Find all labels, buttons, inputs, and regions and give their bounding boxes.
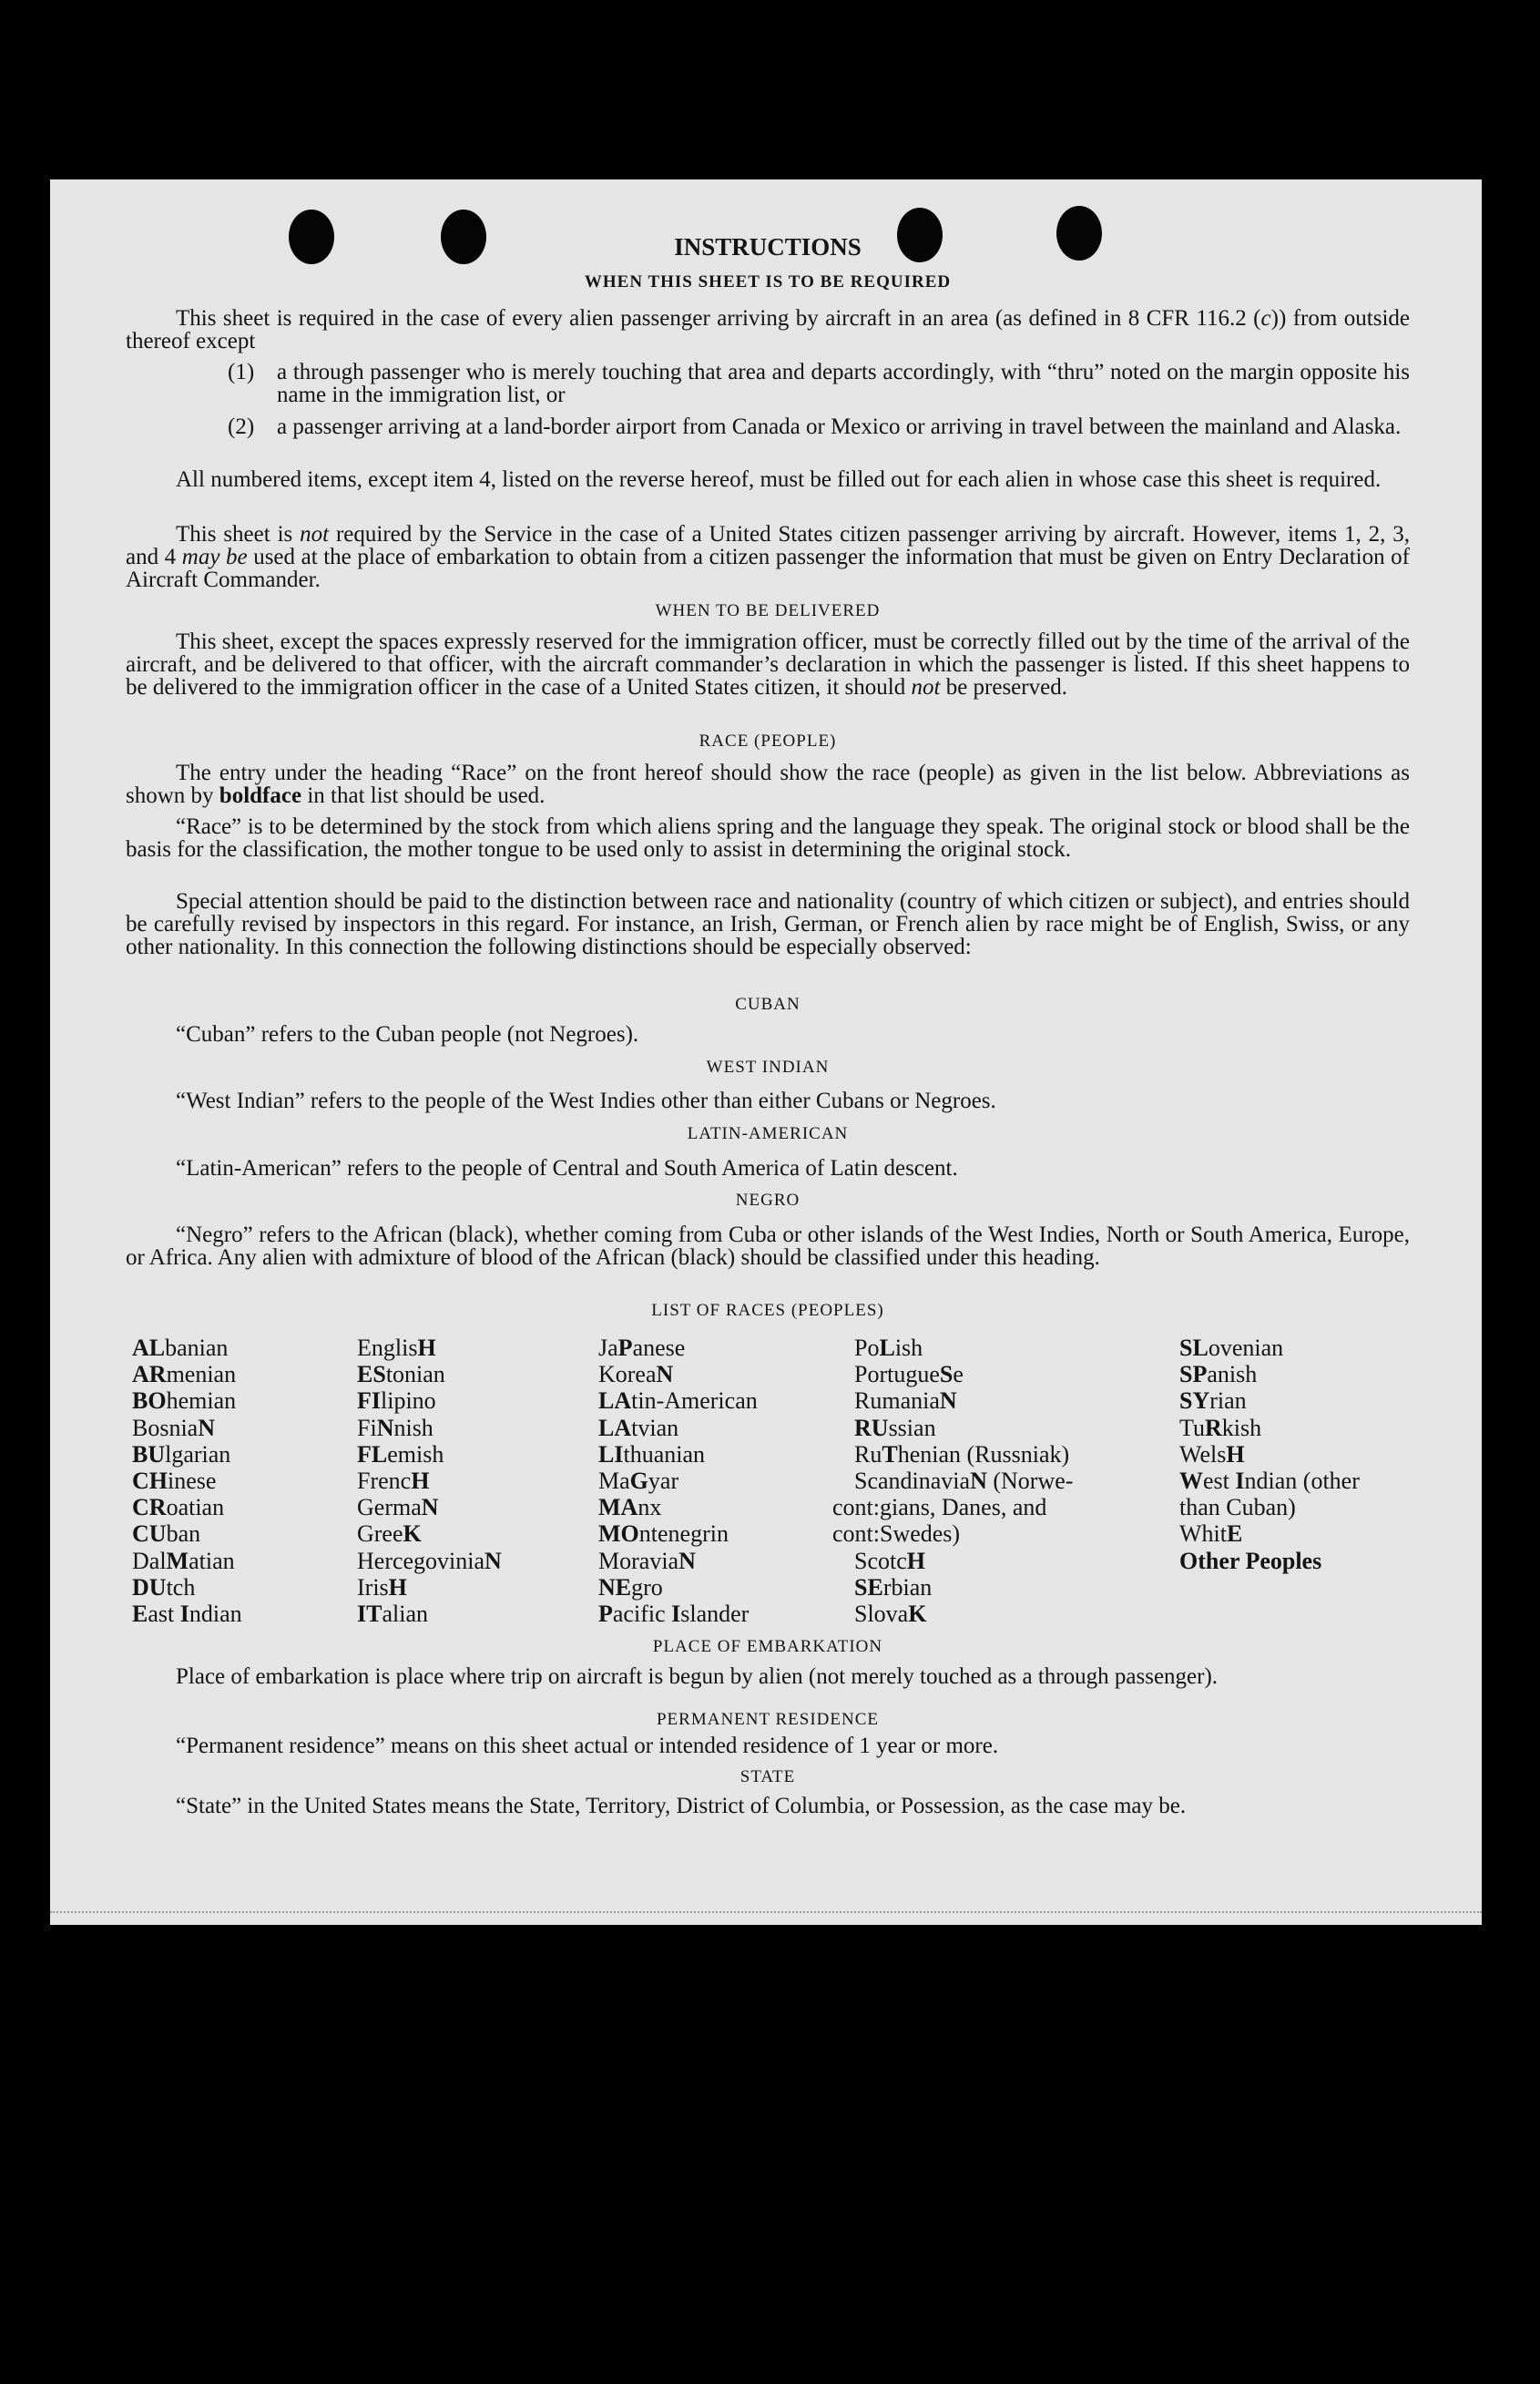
list-item <box>228 361 1410 406</box>
race-entry <box>132 1335 242 1361</box>
abbreviation-letters: MA <box>598 1494 638 1521</box>
abbreviation-letters: N <box>970 1468 987 1495</box>
abbreviation-letters: DU <box>132 1573 167 1601</box>
text-run: “West Indian” refers to the people of the West Indies other than either Cubans or Negroes. <box>176 1089 996 1113</box>
race-name-text: e <box>953 1361 964 1388</box>
text-run: This sheet, except the spaces expressly reserved for the immigration officer, must be correctly filled out by the time of the arrival of the aircraft, and be delivered to that officer, with the aircraft commander’s declaration in which the passenger is listed. If this sheet happens to be delivered to the immigration officer in the case of a United States citizen, it should <box>126 629 1410 700</box>
race-name-text: than Cuban) <box>1179 1494 1296 1521</box>
abbreviation-letters: FL <box>357 1440 388 1468</box>
race-entry <box>854 1335 1118 1361</box>
race-name-text: Iris <box>357 1573 389 1601</box>
race-name-text: ast <box>148 1601 180 1628</box>
abbreviation-letters: L <box>879 1335 895 1361</box>
race-entry <box>1179 1441 1412 1468</box>
abbreviation-letters: N <box>656 1361 674 1388</box>
abbreviation-letters: IT <box>357 1601 382 1628</box>
race-name-text: Portugue <box>854 1361 940 1388</box>
race-entry <box>357 1601 502 1627</box>
race-entry <box>598 1574 758 1601</box>
race-name-text: Scotc <box>854 1547 907 1574</box>
text-run: All numbered items, except item 4, listed on the reverse hereof, must be filled out for each alien in whose case this sheet is required. <box>176 467 1382 492</box>
race-entry-continuation-text: cont:gians, Danes, and <box>832 1494 1047 1521</box>
race-entry <box>598 1468 758 1494</box>
abbreviation-letters: LI <box>598 1440 624 1468</box>
item-number: (1) <box>228 360 255 384</box>
race-name-text: Gree <box>357 1520 403 1548</box>
race-name-text: ndian <box>189 1601 242 1628</box>
race-name-text: Dal <box>132 1547 167 1574</box>
race-entry <box>132 1494 242 1520</box>
race-name-text: banian <box>165 1335 229 1361</box>
abbreviation-letters: SP <box>1179 1361 1208 1388</box>
heading-state: STATE <box>739 1767 796 1786</box>
race-entry <box>132 1415 242 1441</box>
races-column <box>357 1335 502 1627</box>
abbreviation-letters: R <box>1204 1414 1222 1441</box>
race-name-text: Frenc <box>357 1468 412 1495</box>
race-entry <box>357 1548 502 1574</box>
race-name-text: kish <box>1221 1414 1262 1441</box>
text-run: )) from outside thereof except <box>126 306 1410 353</box>
race-name-text: oatian <box>166 1494 225 1521</box>
item-text <box>277 415 1410 438</box>
race-entry <box>132 1601 242 1627</box>
race-entry <box>132 1441 242 1468</box>
race-name-text: inese <box>168 1468 217 1495</box>
italic-text: not <box>300 522 330 547</box>
race-name-text: henian (Russniak) <box>897 1440 1070 1468</box>
abbreviation-letters: P <box>598 1601 613 1628</box>
race-entry <box>854 1441 1118 1468</box>
race-name-text: Whit <box>1179 1520 1227 1548</box>
list-item <box>228 415 1410 438</box>
heading-negro: NEGRO <box>735 1191 801 1210</box>
paragraph <box>126 307 1410 353</box>
race-name-text: tch <box>166 1573 196 1601</box>
race-name-text: gro <box>631 1573 663 1601</box>
heading-embarkation: PLACE OF EMBARKATION <box>652 1637 883 1656</box>
abbreviation-letters: K <box>403 1520 422 1548</box>
paragraph <box>126 1665 1410 1688</box>
heading-latin-american: LATIN-AMERICAN <box>687 1124 849 1143</box>
race-name-text: atian <box>189 1547 235 1574</box>
race-name-text: lipino <box>381 1387 436 1415</box>
text-run: a through passenger who is merely touching that area and departs accordingly, with “thru” noted on the margin opposite his name in the immigration list, or <box>277 360 1410 407</box>
race-entry <box>854 1548 1118 1574</box>
paragraph <box>126 630 1410 699</box>
heading-west-indian: WEST INDIAN <box>706 1058 830 1077</box>
race-name-text: slander <box>680 1601 750 1628</box>
race-name-text: Ru <box>854 1440 882 1468</box>
race-name-text: Moravia <box>598 1547 679 1574</box>
race-entry <box>132 1548 242 1574</box>
paragraph <box>126 1157 1410 1180</box>
race-name-text: (Norwe- <box>986 1468 1074 1495</box>
race-entry <box>132 1387 242 1414</box>
document-page <box>50 179 1482 1925</box>
text-run: “Latin-American” refers to the people of Central and South America of Latin descent. <box>176 1156 958 1181</box>
abbreviation-letters: E <box>132 1601 148 1628</box>
text-run: be preserved. <box>940 675 1067 700</box>
races-column <box>832 1335 1118 1628</box>
race-entry <box>598 1520 758 1547</box>
race-name-text: Bosnia <box>132 1414 199 1441</box>
abbreviation-letters: M <box>166 1547 189 1574</box>
text-run: used at the place of embarkation to obtain from a citizen passenger the information that must be given on Entry Declaration of Aircraft Commander. <box>126 545 1410 592</box>
race-name-text: Hercegovinia <box>357 1547 485 1574</box>
race-entry <box>357 1387 502 1414</box>
race-name-text: thuanian <box>623 1440 705 1468</box>
paragraph <box>126 1090 1410 1112</box>
race-name-text: ish <box>894 1335 923 1361</box>
abbreviation-letters: CR <box>132 1494 167 1521</box>
race-entry <box>854 1361 1118 1387</box>
race-entry-continuation <box>832 1494 1118 1521</box>
race-entry <box>854 1601 1118 1627</box>
race-entry <box>1179 1494 1412 1520</box>
race-entry <box>132 1361 242 1387</box>
abbreviation-letters: I <box>671 1601 681 1628</box>
abbreviation-letters: N <box>939 1387 957 1415</box>
race-name-text: ban <box>166 1520 201 1548</box>
race-name-text: Germa <box>357 1494 422 1521</box>
race-entry <box>132 1468 242 1494</box>
race-name-text: nx <box>637 1494 662 1521</box>
race-name-text: Fi <box>357 1414 377 1441</box>
abbreviation-letters: CU <box>132 1520 167 1548</box>
paragraph <box>126 762 1410 807</box>
heading-race: RACE (PEOPLE) <box>699 732 837 751</box>
italic-text: may be <box>181 545 248 569</box>
abbreviation-letters: N <box>421 1494 439 1521</box>
race-name-text: anese <box>632 1335 686 1361</box>
paragraph <box>126 523 1410 591</box>
abbreviation-letters: CH <box>132 1468 168 1495</box>
race-entry <box>854 1468 1118 1494</box>
abbreviation-letters: NE <box>598 1573 632 1601</box>
abbreviation-letters: G <box>629 1468 648 1495</box>
race-name-text: ssian <box>888 1414 936 1441</box>
abbreviation-letters: T <box>882 1440 898 1468</box>
race-entry <box>598 1601 758 1627</box>
race-name-text: alian <box>382 1601 428 1628</box>
abbreviation-letters: AR <box>132 1361 167 1388</box>
race-name-text: acific <box>612 1601 672 1628</box>
abbreviation-letters: SL <box>1179 1335 1209 1361</box>
race-name-text: ndian (other <box>1244 1468 1360 1495</box>
race-name-text: nish <box>393 1414 433 1441</box>
text-run: This sheet is <box>176 522 301 547</box>
abbreviation-letters: I <box>179 1601 189 1628</box>
race-entry <box>1179 1468 1412 1494</box>
race-name-text: Slova <box>854 1601 909 1628</box>
race-entry <box>598 1494 758 1520</box>
race-name-text: Tu <box>1179 1414 1205 1441</box>
race-entry <box>357 1494 502 1520</box>
text-run: “State” in the United States means the State, Territory, District of Columbia, or Possession, as the case may be. <box>176 1794 1187 1818</box>
race-name-text: tin-American <box>631 1387 758 1415</box>
abbreviation-letters: N <box>376 1414 394 1441</box>
race-name-text: Korea <box>598 1361 657 1388</box>
race-name-text: hemian <box>166 1387 237 1415</box>
abbreviation-letters: H <box>411 1468 430 1495</box>
race-name-text: anish <box>1207 1361 1258 1388</box>
race-name-text: Ja <box>598 1335 618 1361</box>
races-column <box>598 1335 758 1627</box>
abbreviation-letters: H <box>1226 1440 1245 1468</box>
race-name-text: menian <box>166 1361 237 1388</box>
abbreviation-letters: N <box>484 1547 502 1574</box>
race-name-text: emish <box>387 1440 444 1468</box>
abbreviation-letters: N <box>198 1414 216 1441</box>
race-entry <box>357 1415 502 1441</box>
abbreviation-letters: FI <box>357 1387 381 1415</box>
abbreviation-letters: H <box>906 1547 925 1574</box>
abbreviation-letters: K <box>908 1601 927 1628</box>
text-run: Place of embarkation is place where trip on aircraft is begun by alien (not merely touched as a through passenger). <box>176 1664 1219 1689</box>
text-run: This sheet is required in the case of every alien passenger arriving by aircraft in an area (as defined in 8 CFR 116.2 ( <box>176 306 1261 331</box>
page-title: INSTRUCTIONS <box>674 233 862 261</box>
race-entry <box>1179 1335 1412 1361</box>
bold-text: boldface <box>219 783 302 808</box>
abbreviation-letters: LA <box>598 1387 632 1415</box>
race-entry <box>132 1520 242 1547</box>
abbreviation-letters: P <box>617 1335 633 1361</box>
abbreviation-letters: H <box>417 1335 436 1361</box>
race-entry <box>598 1335 758 1361</box>
abbreviation-letters: W <box>1179 1468 1203 1495</box>
race-entry <box>357 1520 502 1547</box>
race-entry <box>1179 1361 1412 1387</box>
race-entry <box>357 1468 502 1494</box>
heading-list-of-races: LIST OF RACES (PEOPLES) <box>651 1301 884 1320</box>
race-name-text: Wels <box>1179 1440 1227 1468</box>
race-name-text: Scandinavia <box>854 1468 971 1495</box>
abbreviation-letters: LA <box>598 1414 632 1441</box>
paragraph <box>126 468 1410 491</box>
race-name-text: Po <box>854 1335 880 1361</box>
race-entry <box>598 1415 758 1441</box>
heading-permanent-residence: PERMANENT RESIDENCE <box>656 1710 880 1729</box>
paragraph <box>126 1795 1410 1817</box>
italic-text: c <box>1260 306 1271 331</box>
race-entry-continuation <box>832 1520 1118 1548</box>
abbreviation-letters: H <box>388 1573 407 1601</box>
abbreviation-letters: I <box>1235 1468 1245 1495</box>
abbreviation-letters: ES <box>357 1361 386 1388</box>
abbreviation-letters: SY <box>1179 1387 1210 1415</box>
paragraph <box>126 1223 1410 1269</box>
abbreviation-letters: AL <box>132 1335 166 1361</box>
race-name-text: est <box>1203 1468 1236 1495</box>
race-name-text: Englis <box>357 1335 418 1361</box>
race-name-text: ovenian <box>1208 1335 1284 1361</box>
race-name-text: tonian <box>385 1361 445 1388</box>
race-entry <box>598 1387 758 1414</box>
heading-when-delivered: WHEN TO BE DELIVERED <box>655 601 881 620</box>
race-name-text: rbian <box>882 1573 933 1601</box>
item-number: (2) <box>228 414 255 439</box>
abbreviation-letters: BO <box>132 1387 167 1415</box>
text-run: Special attention should be paid to the distinction between race and nationality (country of which citizen or subject), and entries should be carefully revised by inspectors in this regard. For instance, an Irish, German, or French alien by race might be of English, Swiss, or any other nationality. In this connection the following distinctions should be especially observed: <box>126 889 1410 959</box>
text-run: a passenger arriving at a land-border airport from Canada or Mexico or arriving in travel between the mainland and Alaska. <box>277 414 1402 439</box>
race-name-text: lgarian <box>165 1440 231 1468</box>
race-entry <box>854 1415 1118 1441</box>
race-entry <box>1179 1387 1412 1414</box>
abbreviation-letters: MO <box>598 1520 639 1548</box>
abbreviation-letters: N <box>678 1547 696 1574</box>
races-column <box>132 1335 242 1627</box>
race-entry <box>357 1574 502 1601</box>
abbreviation-letters: E <box>1227 1520 1243 1548</box>
race-entry <box>598 1441 758 1468</box>
race-name-text: ntenegrin <box>638 1520 729 1548</box>
race-entry <box>598 1361 758 1387</box>
abbreviation-letters: Other Peoples <box>1179 1547 1322 1574</box>
race-entry-continuation-text: cont:Swedes) <box>832 1520 961 1548</box>
races-column <box>1179 1335 1412 1574</box>
race-entry <box>1179 1415 1412 1441</box>
heading-when-required: WHEN THIS SHEET IS TO BE REQUIRED <box>584 272 952 292</box>
race-entry <box>357 1441 502 1468</box>
race-name-text: yar <box>648 1468 679 1495</box>
paragraph <box>126 890 1410 958</box>
paragraph <box>126 815 1410 861</box>
abbreviation-letters: RU <box>854 1414 889 1441</box>
italic-text: not <box>911 675 941 700</box>
paragraph <box>126 1734 1410 1757</box>
heading-cuban: CUBAN <box>735 995 801 1014</box>
text-run: “Negro” refers to the African (black), whether coming from Cuba or other islands of the West Indies, North or South America, Europe, or Africa. Any alien with admixture of blood of the African (black) should be classified under this heading. <box>126 1223 1410 1270</box>
text-run: “Race” is to be determined by the stock from which aliens spring and the language they speak. The original stock or blood shall be the basis for the classification, the mother tongue to be used only to assist in determining the original stock. <box>126 814 1410 862</box>
race-entry <box>854 1574 1118 1601</box>
race-entry <box>357 1335 502 1361</box>
text-run: in that list should be used. <box>301 783 546 808</box>
text-run: “Permanent residence” means on this sheet actual or intended residence of 1 year or more. <box>176 1734 999 1758</box>
race-entry <box>1179 1548 1412 1574</box>
race-name-text: rian <box>1209 1387 1247 1415</box>
abbreviation-letters: S <box>939 1361 954 1388</box>
text-run: required by the Service in the case of a United States citizen passenger arriving by aircraft. However, items 1, 2, 3, and 4 <box>126 522 1410 569</box>
race-entry <box>1179 1520 1412 1547</box>
race-entry <box>598 1548 758 1574</box>
text-run: The entry under the heading “Race” on the front hereof should show the race (people) as given in the list below. Abbreviations as shown by <box>126 761 1410 808</box>
race-name-text: Rumania <box>854 1387 940 1415</box>
abbreviation-letters: SE <box>854 1573 883 1601</box>
abbreviation-letters: BU <box>132 1440 166 1468</box>
text-run: “Cuban” refers to the Cuban people (not Negroes). <box>176 1022 639 1047</box>
race-entry <box>854 1387 1118 1414</box>
race-entry <box>132 1574 242 1601</box>
race-name-text: tvian <box>631 1414 679 1441</box>
item-text <box>277 361 1410 406</box>
paragraph <box>126 1023 1410 1046</box>
page-edge-divider <box>50 1911 1482 1913</box>
race-entry <box>357 1361 502 1387</box>
race-name-text: Ma <box>598 1468 630 1495</box>
